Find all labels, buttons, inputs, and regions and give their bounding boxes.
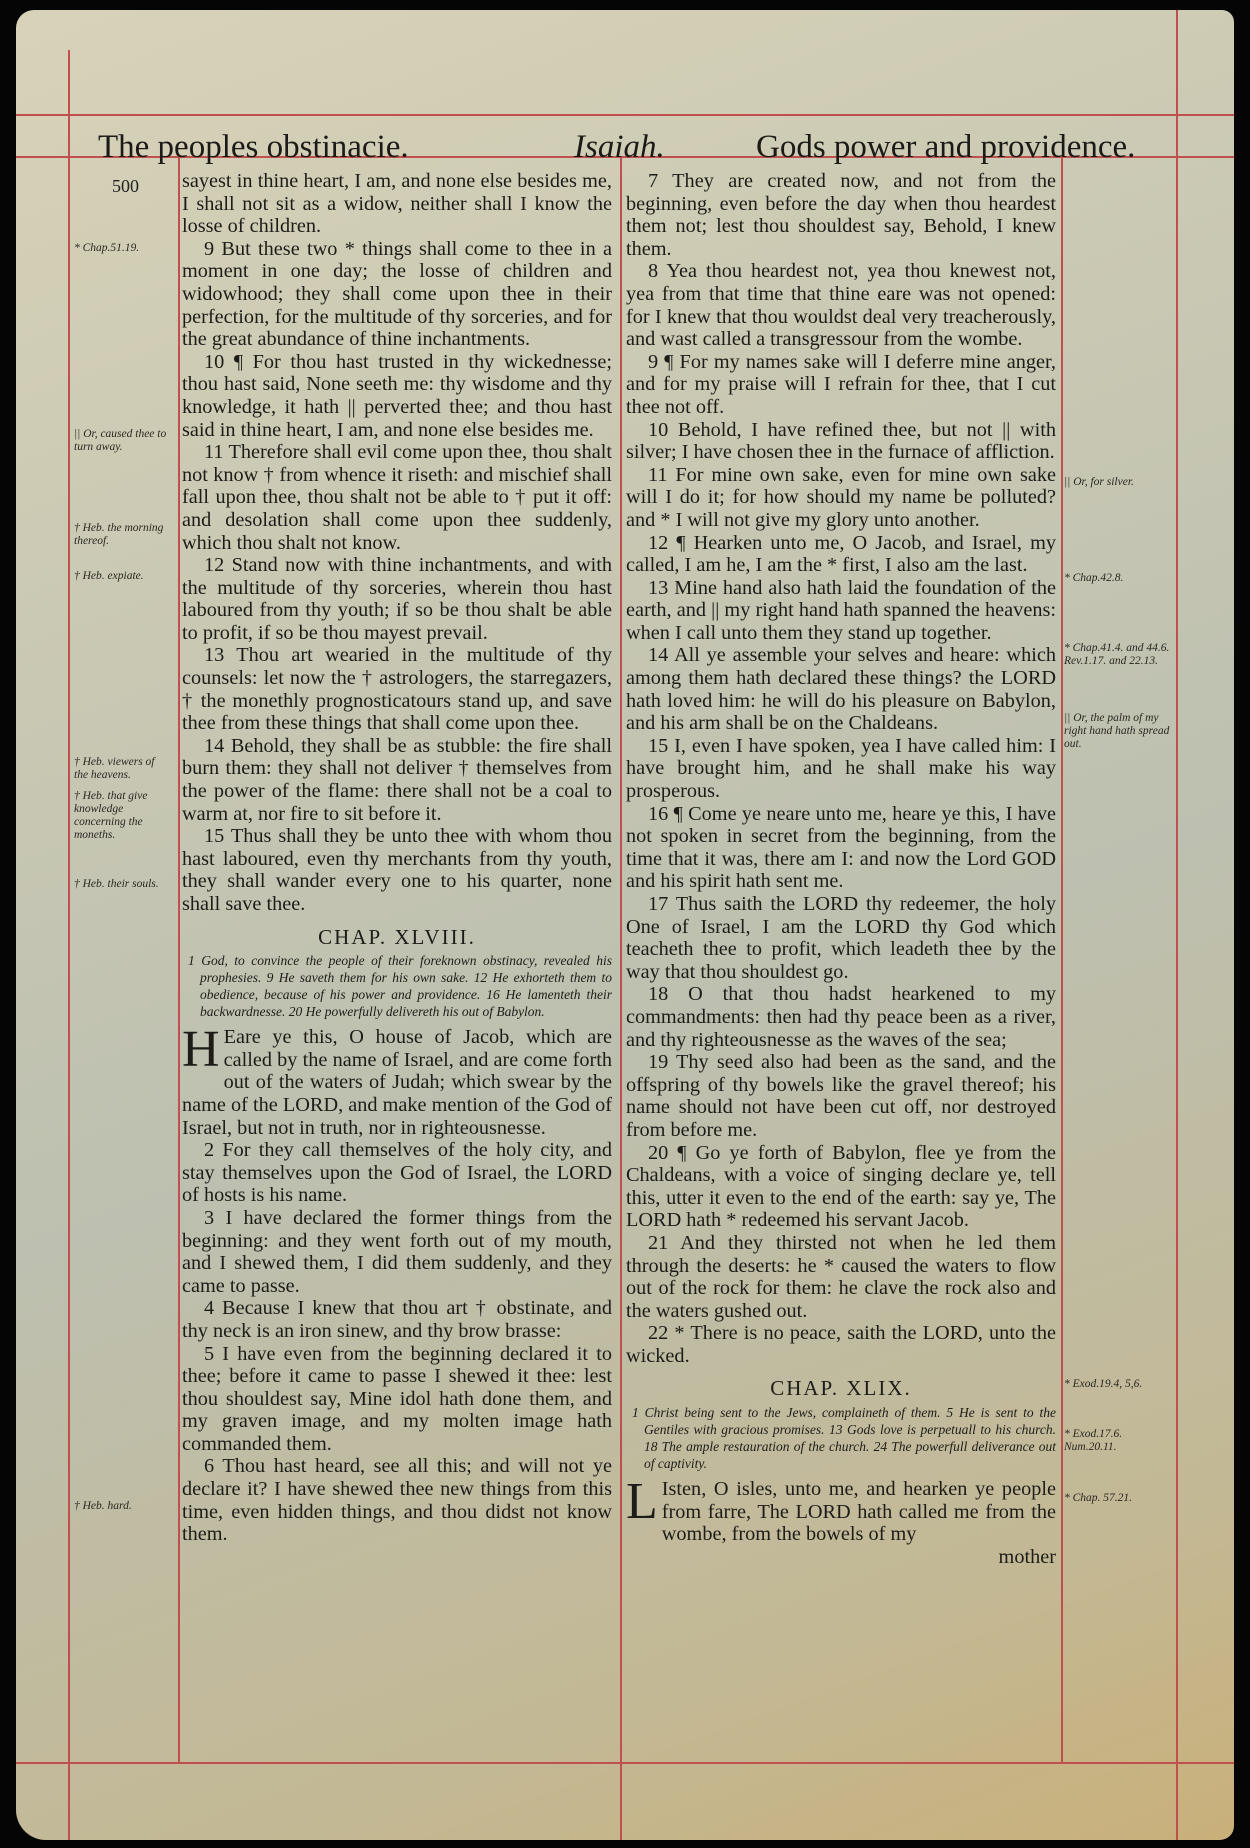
margin-note: * Chap.51.19. — [74, 242, 140, 254]
running-head-left: The peoples obstinacie. — [98, 129, 409, 165]
margin-note: * Exod.17.6. Num.20.11. — [1064, 1428, 1123, 1453]
verse: 21 And they thirsted not when he led them through the deserts: he * caused the waters to flow out of the rock for them: he clave the rock also and the waters gushed out. — [626, 1231, 1056, 1322]
margin-note: || Or, for silver. — [1064, 476, 1134, 488]
running-head-book: Isaiah. — [574, 129, 665, 165]
verse: 17 Thus saith the LORD thy redeemer, the holy One of Israel, I am the LORD thy God which teacheth thee to profit, which leadeth thee by the way that thou shouldest go. — [626, 893, 1056, 983]
verse: 7 They are created now, and not from the beginning, even before the day when thou heardest them not; lest thou shouldest say, Behold, I knew them. — [626, 170, 1056, 260]
verse: 19 Thy seed also had been as the sand, and the offspring of thy bowels like the gravel thereof; his name should not have been cut off, nor destroyed from before me. — [626, 1051, 1056, 1141]
verse: sayest in thine heart, I am, and none else besides me, I shall not sit as a widow, neither shall I know the losse of children. — [182, 170, 612, 238]
center-rule — [620, 158, 622, 1840]
top-rule — [16, 114, 1234, 116]
verse: 8 Yea thou heardest not, yea thou knewest not, yea from that time that thine eare was not opened: for I knew that thou wouldst deal very treacherously, and wast called a transgressour from the wombe. — [626, 260, 1056, 351]
running-head-right: Gods power and providence. — [756, 129, 1136, 165]
catchword: mother — [998, 1545, 1056, 1568]
chapter-heading: CHAP. XLIX. — [770, 1376, 912, 1401]
right-text-column — [626, 170, 1056, 1568]
margin-note: * Chap. 57.21. — [1064, 1492, 1133, 1504]
margin-note: * Chap.42.8. — [1064, 572, 1124, 584]
chapter-opening: Isten, O isles, unto me, and hearken ye people from farre, The LORD hath called me from the wombe, from the bowels of my — [661, 1478, 1056, 1546]
verse: 14 Behold, they shall be as stubble: the fire shall burn them: they shall not deliver † themselves from the power of the flame: there shall not be a coal to warm at, nor fire to sit before it. — [182, 734, 612, 825]
right-inner-rule — [1061, 158, 1063, 1762]
verse: 22 * There is no peace, saith the LORD, unto the wicked. — [626, 1322, 1056, 1367]
verse: 3 I have declared the former things from the beginning: and they went forth out of my mouth, and I shewed them, I did them suddenly, and they came to passe. — [182, 1206, 612, 1297]
verse: 13 Mine hand also hath laid the foundation of the earth, and || my right hand hath spanned the heavens: when I call unto them they stand up together. — [626, 576, 1056, 644]
left-inner-rule — [178, 158, 180, 1762]
chapter-opening: Eare ye this, O house of Jacob, which are called by the name of Israel, and are come forth out of the waters of Judah; which swear by the name of the LORD, and make mention of the God of Israel, but not in truth, nor in righteousnesse. — [182, 1026, 612, 1139]
verse: 4 Because I knew that thou art † obstinate, and thy neck is an iron sinew, and thy brow brasse: — [182, 1297, 612, 1342]
drop-cap: L — [626, 1473, 658, 1531]
page-number: 500 — [112, 176, 139, 196]
verse: 10 Behold, I have refined thee, but not || with silver; I have chosen thee in the furnace of affliction. — [626, 418, 1056, 464]
margin-note: † Heb. that give knowledge concerning the moneths. — [74, 790, 148, 841]
margin-note: † Heb. their souls. — [74, 878, 159, 890]
margin-note: † Heb. the morning thereof. — [74, 522, 164, 547]
verse: 11 Therefore shall evil come upon thee, thou shalt not know † from whence it riseth: and mischief shall fall upon thee, thou shalt not be able to † put it off: and desolation shall come upon thee suddenly, which thou shalt not know. — [182, 441, 612, 554]
verse: 13 Thou art wearied in the multitude of thy counsels: let now the † astrologers, the starregazers, † the monethly prognosticatours stand up, and save thee from these things that shall come upon thee. — [182, 644, 612, 735]
verse: 10 ¶ For thou hast trusted in thy wickednesse; thou hast said, None seeth me: thy wisdome and thy knowledge, it hath || perverted thee; and thou hast said in thine heart, I am, and none else besides me. — [182, 350, 612, 441]
verse: 15 I, even I have spoken, yea I have called him: I have brought him, and he shall make his way prosperous. — [626, 734, 1056, 803]
verse: 2 For they call themselves of the holy city, and stay themselves upon the God of Israel, the LORD of hosts is his name. — [182, 1139, 612, 1207]
margin-note: * Exod.19.4, 5,6. — [1064, 1378, 1143, 1390]
verse: 9 But these two * things shall come to thee in a moment in one day; the losse of children and widowhood; they shall come upon thee in their perfection, for the multitude of thy sorceries, and for the great abundance of thine inchantments. — [182, 237, 612, 351]
left-outer-rule — [68, 50, 70, 1840]
verse: 12 Stand now with thine inchantments, and with the multitude of thy sorceries, wherein thou hast laboured from thy youth; if so be thou shalt be able to profit, if so be thou mayest prevail. — [182, 554, 612, 644]
chapter-summary: 1 God, to convince the people of their foreknown obstinacy, revealed his prophesies. 9 He saveth them for his own sake. 12 He exhorteth them to obedience, because of his power and providence. 16 He lamenteth their backwardnesse. 20 He powerfully delivereth his out of Babylon. — [188, 953, 612, 1020]
verse: 16 ¶ Come ye neare unto me, heare ye this, I have not spoken in secret from the beginning, from the time that it was, there am I: and now the Lord GOD and his spirit hath sent me. — [626, 802, 1056, 893]
margin-note: † Heb. hard. — [74, 1500, 132, 1512]
verse: 14 All ye assemble your selves and heare: which among them hath declared these things? the LORD hath loved him: he will do his pleasure on Babylon, and his arm shall be on the Chaldeans. — [626, 644, 1056, 735]
bottom-rule — [16, 1762, 1234, 1764]
drop-cap: H — [182, 1021, 220, 1079]
margin-note: || Or, caused thee to turn away. — [74, 428, 167, 453]
verse: 6 Thou hast heard, see all this; and will not ye declare it? I have shewed thee new things from this time, even hidden things, and thou didst not know them. — [182, 1455, 612, 1546]
chapter-summary: 1 Christ being sent to the Jews, complaineth of them. 5 He is sent to the Gentiles with gracious promises. 13 Gods love is perpetuall to his church. 18 The ample restauration of the church. 24 The powerfull deliverance out of captivity. — [632, 1405, 1056, 1472]
margin-note: * Chap.41.4. and 44.6. Rev.1.17. and 22.13. — [1064, 642, 1170, 667]
verse: 9 ¶ For my names sake will I deferre mine anger, and for my praise will I refrain for thee, that I cut thee not off. — [626, 350, 1056, 418]
verse: 12 ¶ Hearken unto me, O Jacob, and Israel, my called, I am he, I am the * first, I also am the last. — [626, 531, 1056, 577]
verse: 18 O that thou hadst hearkened to my commandments: then had thy peace been as a river, and thy righteousnesse as the waves of the sea; — [626, 983, 1056, 1051]
verse: 20 ¶ Go ye forth of Babylon, flee ye from the Chaldeans, with a voice of singing declare ye, tell this, utter it even to the end of the earth: say ye, The LORD hath * redeemed his servant Jacob. — [626, 1141, 1056, 1232]
right-outer-rule — [1176, 10, 1178, 1840]
margin-note: † Heb. viewers of the heavens. — [74, 756, 155, 781]
margin-note: || Or, the palm of my right hand hath spread out. — [1064, 712, 1170, 750]
margin-note: † Heb. expiate. — [74, 570, 144, 582]
bible-page — [16, 10, 1234, 1840]
verse: 5 I have even from the beginning declared it to thee; before it came to passe I shewed it thee: lest thou shouldest say, Mine idol hath done them, and my graven image, and my molten image hath commanded them. — [182, 1342, 612, 1455]
left-text-column — [182, 170, 612, 1546]
verse: 11 For mine own sake, even for mine own sake will I do it; for how should my name be polluted? and * I will not give my glory unto another. — [626, 463, 1056, 531]
verse: 15 Thus shall they be unto thee with whom thou hast laboured, even thy merchants from thy youth, they shall wander every one to his quarter, none shall save thee. — [182, 825, 612, 915]
chapter-heading: CHAP. XLVIII. — [318, 924, 476, 949]
